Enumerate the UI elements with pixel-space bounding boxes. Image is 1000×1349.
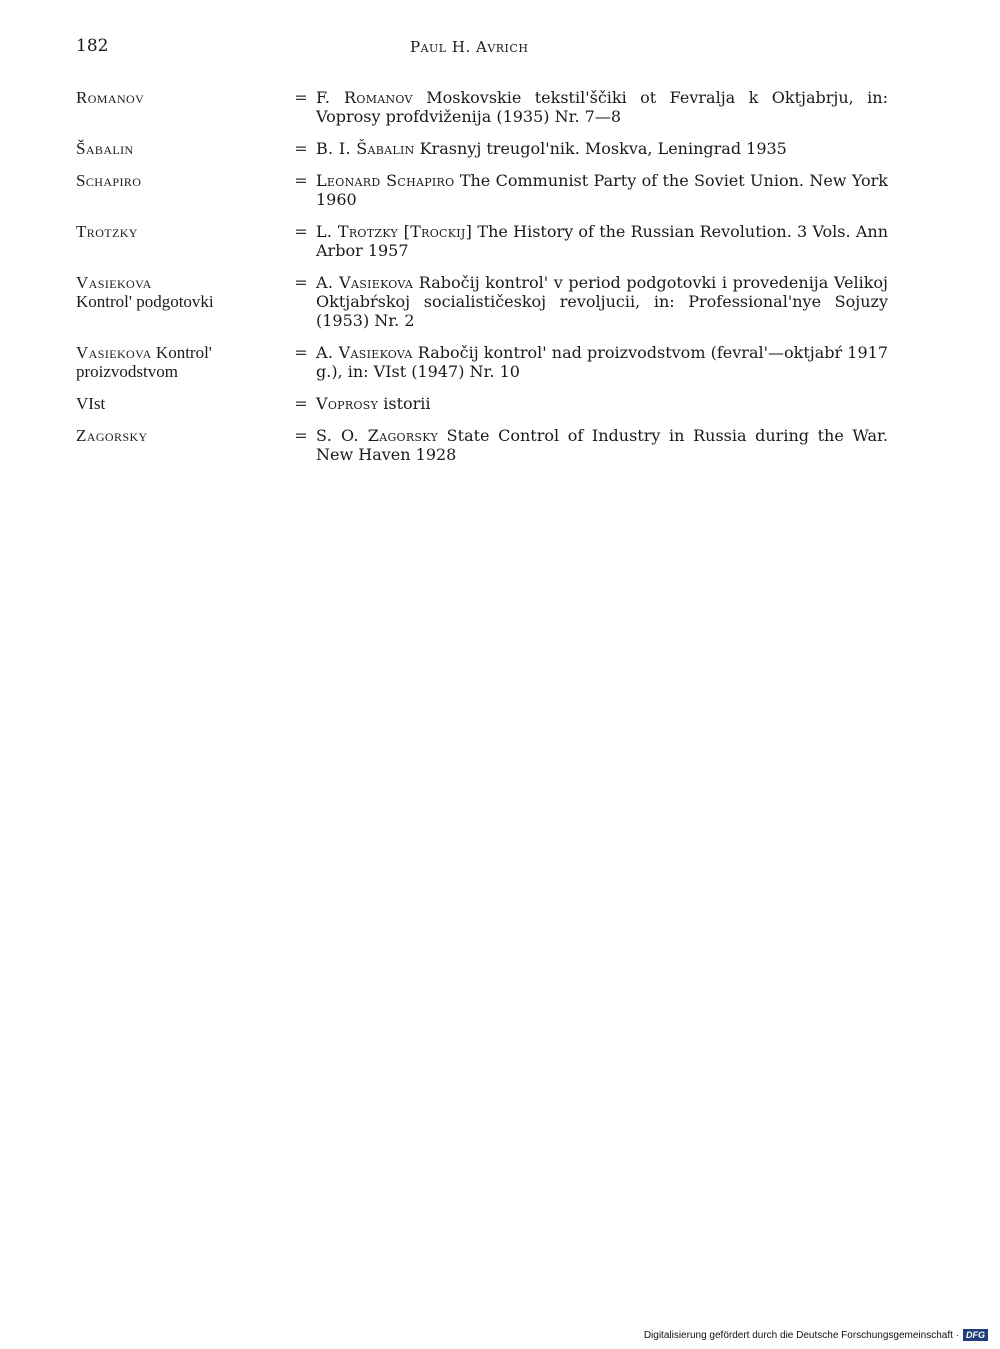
entry-reference: A. Vasiekova Rabočij kontrol' v period podgotovki i provedenija Velikoj Oktjabŕskoj socialističeskoj revoljucii, in: Professional'nye Sojuzy (1953) Nr. 2 [316, 273, 889, 330]
digitization-footer [644, 1329, 988, 1341]
entry-reference: S. O. Zagorsky State Control of Industry in Russia during the War. New Haven 1928 [316, 426, 889, 464]
dfg-logo: DFG [963, 1329, 988, 1341]
equals-sign: = [294, 171, 308, 190]
equals-sign: = [294, 222, 308, 241]
abbreviation-entry [76, 273, 888, 330]
entry-abbreviation: Trotzky [76, 222, 138, 241]
entry-reference: A. Vasiekova Rabočij kontrol' nad proizvodstvom (fevral'—oktjabŕ 1917 g.), in: VIst (1947) Nr. 10 [316, 343, 888, 381]
entry-reference: Leonard Schapiro The Communist Party of the Soviet Union. New York 1960 [316, 171, 889, 209]
abbreviation-entry [76, 171, 888, 209]
equals-sign: = [294, 88, 308, 107]
abbreviation-entry [76, 394, 888, 413]
entry-reference: Voprosy istorii [316, 394, 431, 413]
entry-abbreviation: Zagorsky [76, 426, 148, 445]
equals-sign: = [294, 139, 308, 158]
entry-abbreviation: Šabalin [76, 139, 134, 158]
abbreviation-entry [76, 88, 888, 126]
footer-text: Digitalisierung gefördert durch die Deutsche Forschungsgemeinschaft · [643, 1329, 959, 1341]
equals-sign: = [294, 343, 308, 362]
entry-abbreviation: Schapiro [76, 171, 142, 190]
abbreviation-entry [76, 222, 888, 260]
equals-sign: = [294, 394, 308, 413]
entry-abbreviation: Romanov [76, 88, 145, 107]
abbreviation-entry [76, 426, 888, 464]
entry-reference: L. Trotzky [Trockij] The History of the Russian Revolution. 3 Vols. Ann Arbor 1957 [316, 222, 888, 260]
abbreviation-entry [76, 343, 888, 381]
running-head: Paul H. Avrich [410, 38, 529, 56]
entry-reference: F. Romanov Moskovskie tekstil'ščiki ot Fevralja k Oktjabrju, in: Voprosy profdviženija (1935) Nr. 7—8 [316, 88, 888, 126]
entry-abbreviation: Vasiekova Kontrol' proizvodstvom [76, 343, 212, 381]
abbreviation-entry [76, 139, 888, 158]
entry-abbreviation: Vasiekova Kontrol' podgotovki [76, 273, 214, 311]
equals-sign: = [294, 426, 308, 445]
entry-abbreviation: VIst [76, 394, 106, 413]
abbreviation-list [76, 88, 888, 477]
entry-reference: B. I. Šabalin Krasnyj treugol'nik. Moskva, Leningrad 1935 [316, 139, 787, 158]
equals-sign: = [294, 273, 308, 292]
page-number: 182 [76, 36, 109, 56]
